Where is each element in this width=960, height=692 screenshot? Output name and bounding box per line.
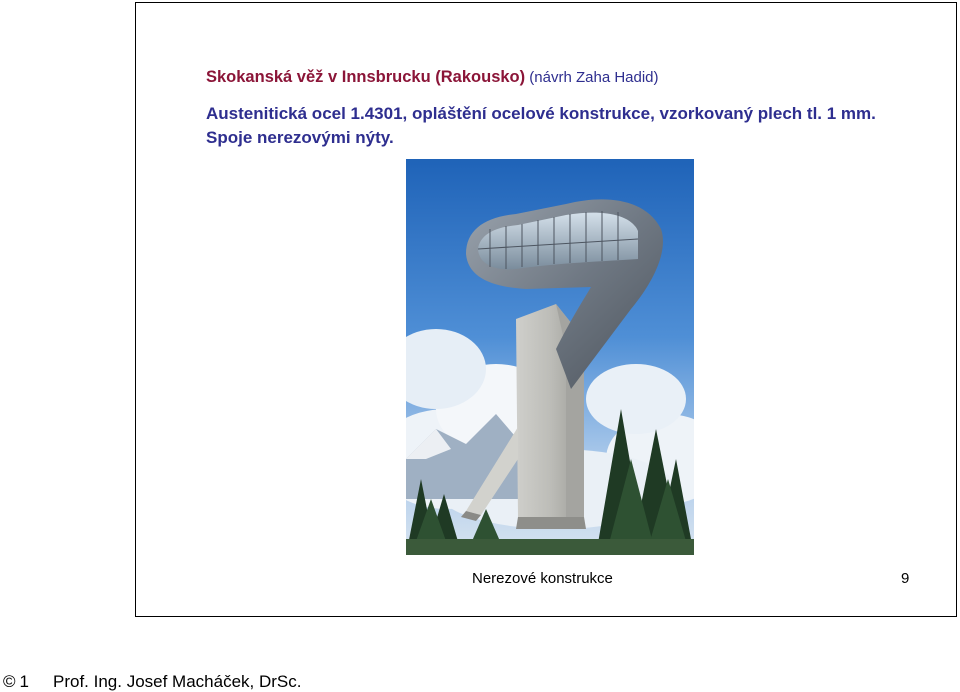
description-line-1: Austenitická ocel 1.4301, opláštění ocelové konstrukce, vzorkovaný plech tl. 1 mm. [206,104,876,123]
title-text: Skokanská věž v Innsbrucku (Rakousko) [206,68,526,86]
slide-title [206,68,659,87]
tower-photo [406,159,694,555]
slide-description [206,102,946,150]
credit-line [0,672,301,692]
description-line-2: Spoje nerezovými nýty. [206,128,394,147]
copyright-symbol: © [3,672,16,691]
credit-author: Prof. Ing. Josef Macháček, DrSc. [53,672,302,691]
page-number: 9 [901,570,910,587]
title-author-note: (návrh Zaha Hadid) [525,69,659,86]
slide-frame [135,2,957,617]
footer-title: Nerezové konstrukce [472,570,613,587]
credit-number: 1 [19,672,29,691]
